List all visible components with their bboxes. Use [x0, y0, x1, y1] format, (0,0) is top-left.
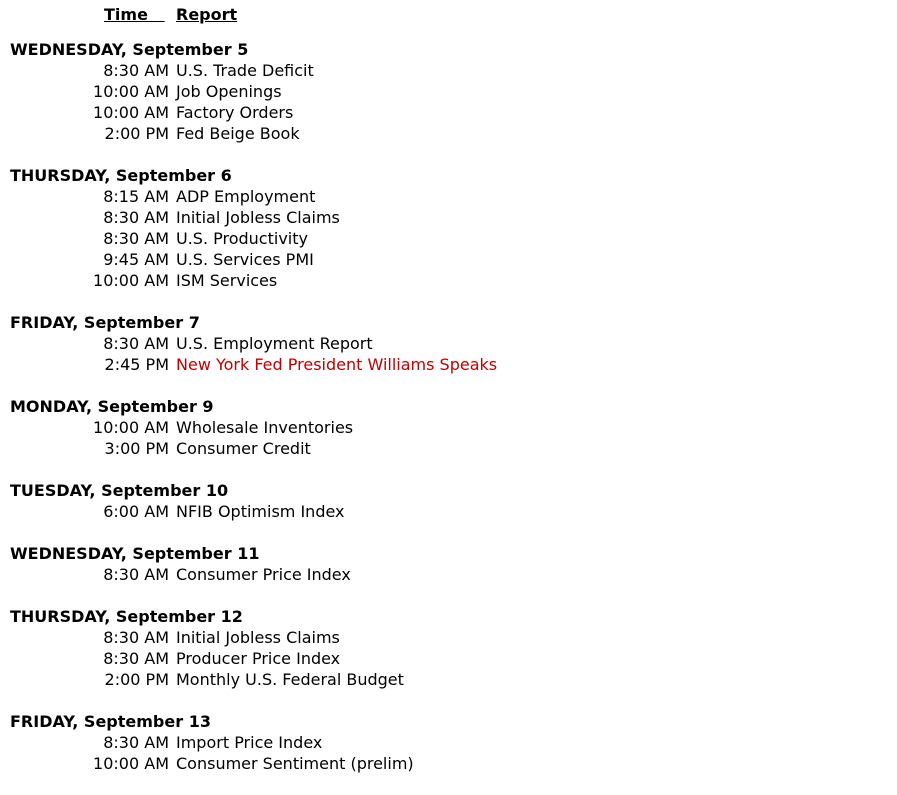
event-row [0, 669, 897, 690]
event-report: ADP Employment [176, 187, 316, 206]
event-time: 10:00 AM [93, 271, 169, 290]
day-group [0, 39, 897, 144]
event-report: U.S. Productivity [176, 229, 308, 248]
day-title: TUESDAY, September 10 [10, 481, 229, 500]
event-time: 2:00 PM [104, 670, 169, 689]
event-row [0, 249, 897, 270]
event-report: Consumer Credit [176, 439, 311, 458]
day-group [0, 165, 897, 291]
day-title: THURSDAY, September 12 [10, 607, 243, 626]
event-time: 8:30 AM [103, 733, 169, 752]
event-report: NFIB Optimism Index [176, 502, 345, 521]
event-time: 6:00 AM [103, 502, 169, 521]
day-group [0, 480, 897, 522]
event-report: Consumer Price Index [176, 565, 351, 584]
event-report: Producer Price Index [176, 649, 341, 668]
event-row [0, 186, 897, 207]
event-report: U.S. Employment Report [176, 334, 373, 353]
event-time: 10:00 AM [93, 754, 169, 773]
event-time: 8:30 AM [103, 229, 169, 248]
event-row [0, 438, 897, 459]
event-row [0, 417, 897, 438]
day-list [0, 39, 897, 774]
event-time: 2:45 PM [104, 355, 169, 374]
event-row [0, 501, 897, 522]
day-title: FRIDAY, September 7 [10, 313, 200, 332]
day-group [0, 711, 897, 774]
event-row [0, 753, 897, 774]
day-title: MONDAY, September 9 [10, 397, 214, 416]
event-time: 8:30 AM [103, 334, 169, 353]
event-row [0, 81, 897, 102]
event-row [0, 333, 897, 354]
event-time: 8:30 AM [103, 649, 169, 668]
event-row [0, 627, 897, 648]
event-report: Consumer Sentiment (prelim) [176, 754, 414, 773]
day-title: THURSDAY, September 6 [10, 166, 232, 185]
day-title: FRIDAY, September 13 [10, 712, 211, 731]
day-title: WEDNESDAY, September 5 [10, 40, 249, 59]
event-time: 8:30 AM [103, 565, 169, 584]
event-report: Monthly U.S. Federal Budget [176, 670, 404, 689]
event-report: Job Openings [176, 82, 282, 101]
day-group [0, 312, 897, 375]
event-time: 8:15 AM [103, 187, 169, 206]
event-row [0, 732, 897, 753]
event-report: Wholesale Inventories [176, 418, 354, 437]
event-row [0, 564, 897, 585]
report-column-header: Report [176, 5, 238, 24]
event-time: 10:00 AM [93, 418, 169, 437]
day-group [0, 543, 897, 585]
event-time: 10:00 AM [93, 82, 169, 101]
time-column-header: Time [104, 5, 165, 24]
day-group [0, 396, 897, 459]
event-row [0, 354, 897, 375]
event-report: Initial Jobless Claims [176, 208, 340, 227]
event-report: Factory Orders [176, 103, 294, 122]
event-report: Import Price Index [176, 733, 323, 752]
event-report: U.S. Trade Deficit [176, 61, 314, 80]
day-group [0, 606, 897, 690]
column-header-row [0, 4, 897, 25]
event-time: 10:00 AM [93, 103, 169, 122]
event-time: 2:00 PM [104, 124, 169, 143]
event-row [0, 102, 897, 123]
event-time: 9:45 AM [103, 250, 169, 269]
event-time: 8:30 AM [103, 628, 169, 647]
event-time: 8:30 AM [103, 61, 169, 80]
economic-calendar [0, 4, 897, 795]
event-row [0, 648, 897, 669]
event-row [0, 60, 897, 81]
event-report: U.S. Services PMI [176, 250, 314, 269]
event-row [0, 270, 897, 291]
event-row [0, 123, 897, 144]
event-row [0, 228, 897, 249]
event-report: ISM Services [176, 271, 278, 290]
event-report: New York Fed President Williams Speaks [176, 355, 498, 374]
day-title: WEDNESDAY, September 11 [10, 544, 260, 563]
event-row [0, 207, 897, 228]
event-report: Initial Jobless Claims [176, 628, 340, 647]
event-time: 3:00 PM [104, 439, 169, 458]
event-time: 8:30 AM [103, 208, 169, 227]
event-report: Fed Beige Book [176, 124, 300, 143]
